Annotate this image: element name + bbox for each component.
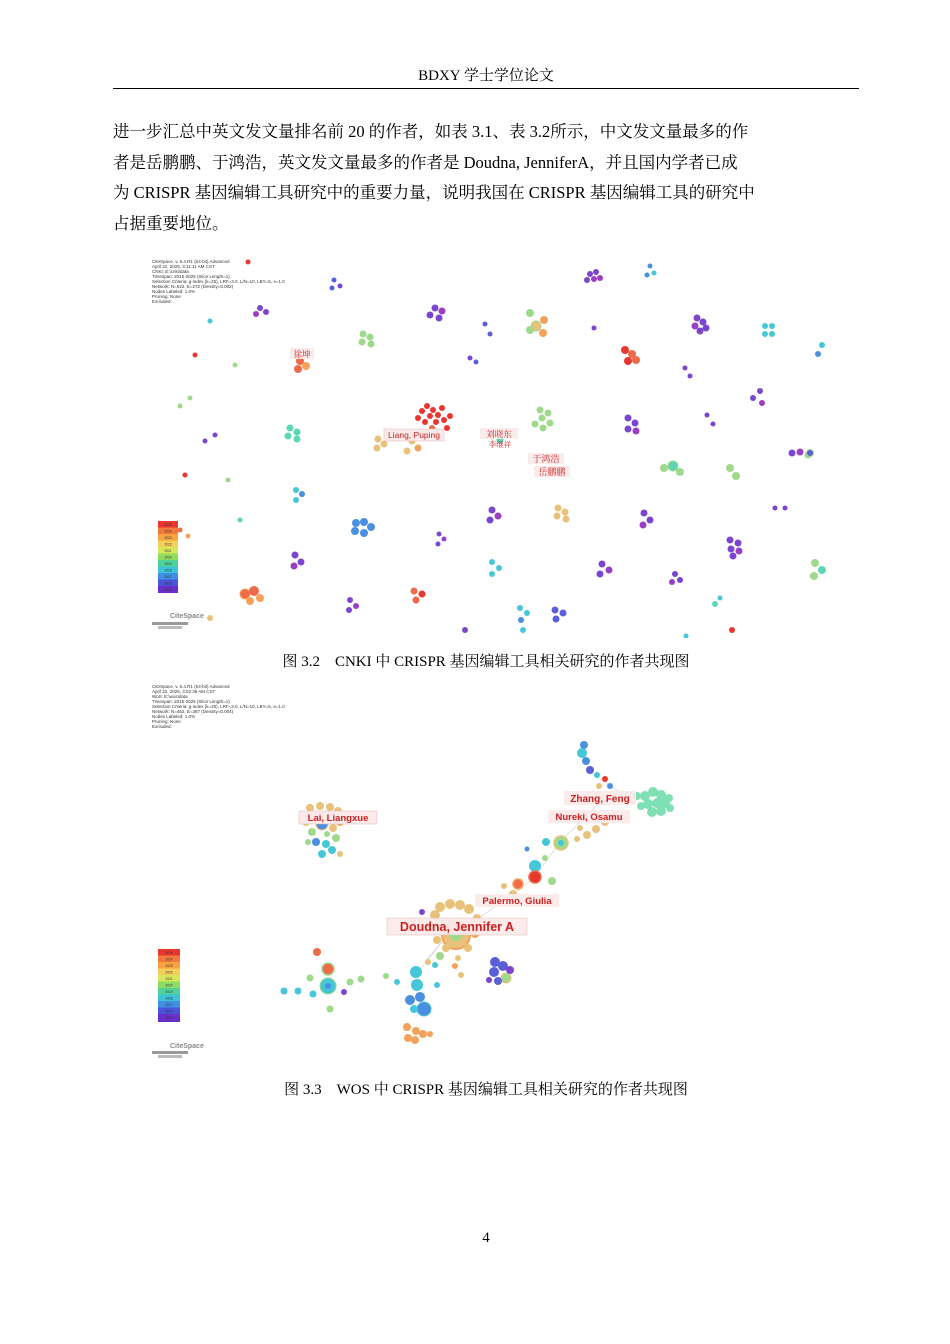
node-label-zhang-feng — [564, 791, 636, 805]
node-cluster — [281, 948, 390, 1013]
cnki-network-svg — [150, 258, 826, 638]
info-line: Pruning: None — [152, 294, 181, 299]
legend-year: 2015 — [164, 588, 172, 592]
legend-year: 2022 — [164, 542, 172, 547]
legend-year: 2021 — [164, 549, 172, 553]
info-line: Nodes Labeled: 1.0% — [152, 289, 196, 294]
page-number: 4 — [482, 1230, 490, 1246]
figure-caption: 图 3.3 WOS 中 CRISPR 基因编辑工具相关研究的作者共现图 — [284, 1082, 688, 1098]
info-line: Timespan: 2015-2025 (Slice Length=1) — [152, 699, 230, 704]
info-line: WoS: E:\wos\data — [152, 694, 188, 699]
node-label-text: 李继祥 — [488, 440, 512, 449]
node-label-liang-puping — [384, 429, 444, 441]
paragraph-line: 占据重要地位。 — [113, 213, 229, 233]
node-cluster — [291, 552, 503, 578]
legend-year: 2024 — [165, 957, 173, 962]
paragraph-line: 为 CRISPR 基因编辑工具研究中的重要力量，说明我国在 CRISPR 基因编辑工具的研究中 — [113, 183, 755, 202]
node-cluster — [597, 561, 684, 586]
legend-year: 2023 — [164, 536, 172, 540]
legend-year: 2018 — [164, 568, 172, 573]
logo-text: CiteSpace — [170, 1043, 204, 1050]
citespace-logo — [152, 613, 204, 629]
node-cluster — [645, 264, 657, 278]
info-line: Excluded: — [152, 299, 172, 304]
citespace-logo — [152, 1043, 204, 1058]
legend-year: 2022 — [165, 970, 173, 975]
info-block — [152, 259, 285, 304]
node-label-nureki-osamu — [548, 810, 630, 823]
node-cluster — [293, 487, 502, 524]
node-cluster-left — [394, 966, 440, 1044]
node-cluster — [207, 559, 826, 633]
wos-author-network-figure — [150, 682, 826, 1060]
logo-text: CiteSpace — [170, 613, 204, 620]
node-cluster — [240, 586, 264, 605]
info-line: Excluded: — [152, 724, 172, 729]
node-label-doudna-jennifer — [387, 918, 527, 935]
node-label-text: Doudna, Jennifer A — [399, 920, 515, 934]
node-label-text: Nureki, Osamu — [555, 812, 623, 823]
node-label-text: Zhang, Feng — [570, 794, 630, 805]
info-line: Selection Criteria: g-index (k=25), LRF=3.0, L/N=10, LBY=5, e=1.0 — [152, 279, 285, 284]
legend-year: 2016 — [165, 1009, 173, 1014]
node-cluster — [486, 957, 514, 985]
node-cluster-lai-liangxue — [302, 802, 344, 858]
node-label-text: Liang, Puping — [388, 430, 440, 440]
node-cluster-doudna — [410, 899, 481, 978]
node-cluster — [501, 818, 609, 898]
info-line: Selection Criteria: g-index (k=25), LRF=3.0, L/N=10, LBY=5, e=1.0 — [152, 704, 285, 709]
info-line: Timespan: 2015-2025 (Slice Length=1) — [152, 274, 230, 279]
node-cluster — [625, 415, 640, 435]
year-color-legend — [158, 949, 180, 1022]
node-cluster — [660, 449, 812, 481]
legend-year: 2018 — [165, 996, 173, 1001]
info-line: Network: N=522, E=272 (Density=0.002) — [152, 284, 234, 289]
legend-year: 2021 — [165, 977, 173, 981]
cnki-author-network-figure — [150, 258, 826, 638]
node-label-text: 岳鹏鹏 — [538, 467, 566, 477]
node-label-yu-honghao — [528, 453, 564, 464]
legend-year: 2015 — [165, 1016, 173, 1020]
year-color-legend — [158, 521, 178, 593]
node-cluster — [554, 505, 570, 523]
node-cluster — [517, 605, 567, 633]
node-label-liu-xiaodong — [480, 428, 518, 439]
node-cluster — [584, 269, 603, 283]
legend-year: 2017 — [164, 575, 172, 579]
header-rule — [113, 88, 859, 89]
legend-year: 2023 — [165, 964, 173, 968]
node-cluster — [621, 346, 640, 365]
info-line: Network: N=462, E=387 (Density=0.004) — [152, 709, 234, 714]
info-line: CiteSpace, v. 6.4.R1 (64-bit) Advanced — [152, 684, 230, 689]
legend-year: 2017 — [165, 1003, 173, 1007]
node-cluster — [436, 510, 654, 547]
node-label-text: 于鸿浩 — [532, 454, 560, 464]
info-line: Pruning: None — [152, 719, 181, 724]
legend-year: 2025 — [164, 523, 172, 527]
node-label-li-jixiang — [489, 439, 512, 449]
info-line: CNKI: E:\cnki\data — [152, 269, 189, 274]
node-cluster — [526, 309, 548, 337]
node-cluster — [727, 537, 743, 560]
figure-caption: 图 3.2 CNKI 中 CRISPR 基因编辑工具相关研究的作者共现图 — [282, 654, 690, 670]
node-label-xu-kun — [290, 348, 314, 359]
body-paragraph — [113, 117, 859, 239]
legend-year: 2020 — [164, 555, 172, 560]
info-block — [152, 684, 285, 729]
wos-network-svg — [150, 682, 826, 1060]
legend-year: 2025 — [165, 951, 173, 955]
page-header: BDXY 学士学位论文 — [418, 68, 554, 84]
info-line: Nodes Labeled: 1.0% — [152, 714, 196, 719]
node-cluster — [750, 342, 825, 406]
node-label-palermo-giulia — [475, 894, 559, 907]
node-cluster — [359, 331, 375, 348]
info-line: April 22, 2025, 3:02:38 AM CST — [152, 689, 216, 694]
node-cluster-zhang-feng — [633, 787, 674, 817]
node-cluster — [285, 425, 301, 443]
info-line: CiteSpace, v. 6.4.R1 (64-bit) Advanced — [152, 259, 230, 264]
node-label-text: 刘晓东 — [486, 429, 512, 439]
legend-year: 2019 — [165, 990, 173, 994]
paragraph-line: 者是岳鹏鹏、于鸿浩，英文发文量最多的作者是 Doudna, JenniferA，并且国内学者已成 — [113, 152, 738, 172]
node-cluster — [427, 305, 446, 322]
legend-year: 2019 — [164, 562, 172, 566]
node-cluster — [762, 323, 775, 337]
node-cluster — [692, 315, 710, 335]
node-label-text: Lai, Liangxue — [307, 813, 369, 824]
node-cluster — [346, 588, 426, 614]
info-line: April 22, 2025, 3:11:11 AM CST — [152, 264, 215, 269]
legend-year: 2020 — [165, 983, 173, 988]
legend-year: 2024 — [164, 529, 172, 534]
node-cluster — [294, 357, 310, 373]
node-label-text: Palermo, Giulia — [482, 896, 552, 907]
node-label-yue-pengpeng — [534, 466, 570, 477]
node-label-lai-liangxue — [299, 811, 377, 824]
paragraph-line: 进一步汇总中英文发文量排名前 20 的作者，如表 3.1、表 3.2所示，中文发文量最多的作 — [113, 122, 749, 141]
legend-year: 2016 — [164, 581, 172, 586]
node-cluster — [351, 518, 375, 537]
node-cluster — [415, 403, 453, 431]
node-label-text: 徐坤 — [293, 349, 311, 359]
node-cluster — [577, 741, 613, 789]
